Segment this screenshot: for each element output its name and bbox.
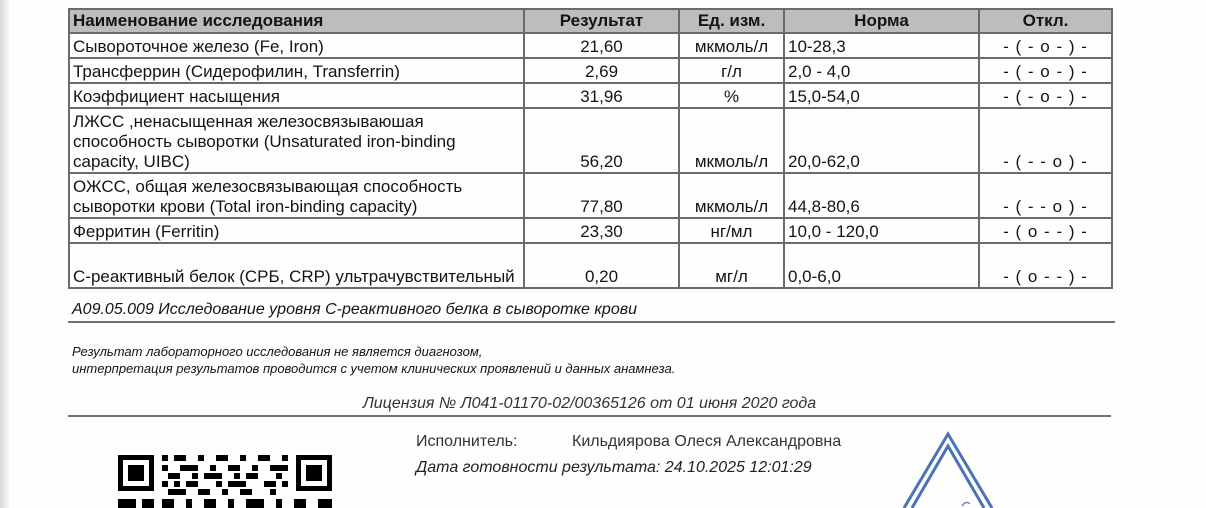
table-row bbox=[69, 58, 1112, 83]
test-result: 77,80 bbox=[524, 173, 679, 218]
test-name: Трансферрин (Сидерофилин, Transferrin) bbox=[69, 58, 524, 83]
header-norm: Норма bbox=[784, 9, 979, 33]
table-row bbox=[69, 218, 1112, 243]
test-name: ЛЖСС ,ненасыщенная железосвязываюшая способность сыворотки (Unsaturated iron-binding capacity, UIBC) bbox=[69, 108, 524, 173]
test-norm: 44,8-80,6 bbox=[784, 173, 979, 218]
test-norm: 2,0 - 4,0 bbox=[784, 58, 979, 83]
test-result: 21,60 bbox=[524, 33, 679, 58]
header-name: Наименование исследования bbox=[69, 9, 524, 33]
test-name: Ферритин (Ferritin) bbox=[69, 218, 524, 243]
test-unit: мкмоль/л bbox=[679, 108, 784, 173]
qr-code-icon bbox=[118, 455, 332, 508]
ready-date: Дата готовности результата: 24.10.2025 12:01:29 bbox=[416, 459, 812, 476]
table-row bbox=[69, 33, 1112, 58]
test-name: Коэффициент насыщения bbox=[69, 83, 524, 108]
test-norm: 15,0-54,0 bbox=[784, 83, 979, 108]
test-deviation: - ( - o - ) - bbox=[979, 33, 1112, 58]
test-norm: 0,0-6,0 bbox=[784, 243, 979, 288]
test-deviation: - ( o - - ) - bbox=[979, 218, 1112, 243]
test-unit: г/л bbox=[679, 58, 784, 83]
table-row bbox=[69, 108, 1112, 173]
test-result: 56,20 bbox=[524, 108, 679, 173]
executor-name: Кильдиярова Олеся Александровна bbox=[572, 433, 842, 450]
service-code-line: А09.05.009 Исследование уровня С-реактивного белка в сыворотке крови bbox=[68, 301, 1115, 323]
test-result: 31,96 bbox=[524, 83, 679, 108]
test-deviation: - ( o - - ) - bbox=[979, 243, 1112, 288]
lab-stamp-icon bbox=[900, 430, 1000, 508]
test-result: 0,20 bbox=[524, 243, 679, 288]
table-row bbox=[69, 83, 1112, 108]
test-norm: 10,0 - 120,0 bbox=[784, 218, 979, 243]
test-unit: % bbox=[679, 83, 784, 108]
test-name: ОЖСС, общая железосвязывающая способность сыворотки крови (Total iron-binding capacity) bbox=[69, 173, 524, 218]
test-norm: 20,0-62,0 bbox=[784, 108, 979, 173]
test-deviation: - ( - - o ) - bbox=[979, 173, 1112, 218]
executor-label: Исполнитель: bbox=[416, 433, 518, 450]
test-deviation: - ( - - o ) - bbox=[979, 108, 1112, 173]
disclaimer-line-1: Результат лабораторного исследования не является диагнозом, bbox=[72, 344, 483, 359]
results-table bbox=[68, 8, 1113, 289]
test-norm: 10-28,3 bbox=[784, 33, 979, 58]
test-unit: мкмоль/л bbox=[679, 33, 784, 58]
header-result: Результат bbox=[524, 9, 679, 33]
test-result: 23,30 bbox=[524, 218, 679, 243]
test-unit: мкмоль/л bbox=[679, 173, 784, 218]
test-unit: мг/л bbox=[679, 243, 784, 288]
test-name: С-реактивный белок (СРБ, CRP) ультрачувствительный bbox=[69, 243, 524, 288]
executor-line bbox=[416, 433, 841, 451]
header-deviation: Откл. bbox=[979, 9, 1112, 33]
test-deviation: - ( - o - ) - bbox=[979, 58, 1112, 83]
page-edge-shadow bbox=[0, 0, 9, 508]
test-deviation: - ( - o - ) - bbox=[979, 83, 1112, 108]
table-row bbox=[69, 243, 1112, 288]
license-line: Лицензия № Л041-01170-02/00365126 от 01 июня 2020 года bbox=[68, 395, 1111, 417]
table-header-row bbox=[69, 9, 1112, 33]
header-unit: Ед. изм. bbox=[679, 9, 784, 33]
test-result: 2,69 bbox=[524, 58, 679, 83]
table-row bbox=[69, 173, 1112, 218]
test-unit: нг/мл bbox=[679, 218, 784, 243]
test-name: Сывороточное железо (Fe, Iron) bbox=[69, 33, 524, 58]
disclaimer bbox=[72, 343, 675, 377]
disclaimer-line-2: интерпретация результатов проводится с учетом клинических проявлений и данных анамнеза. bbox=[72, 361, 676, 376]
